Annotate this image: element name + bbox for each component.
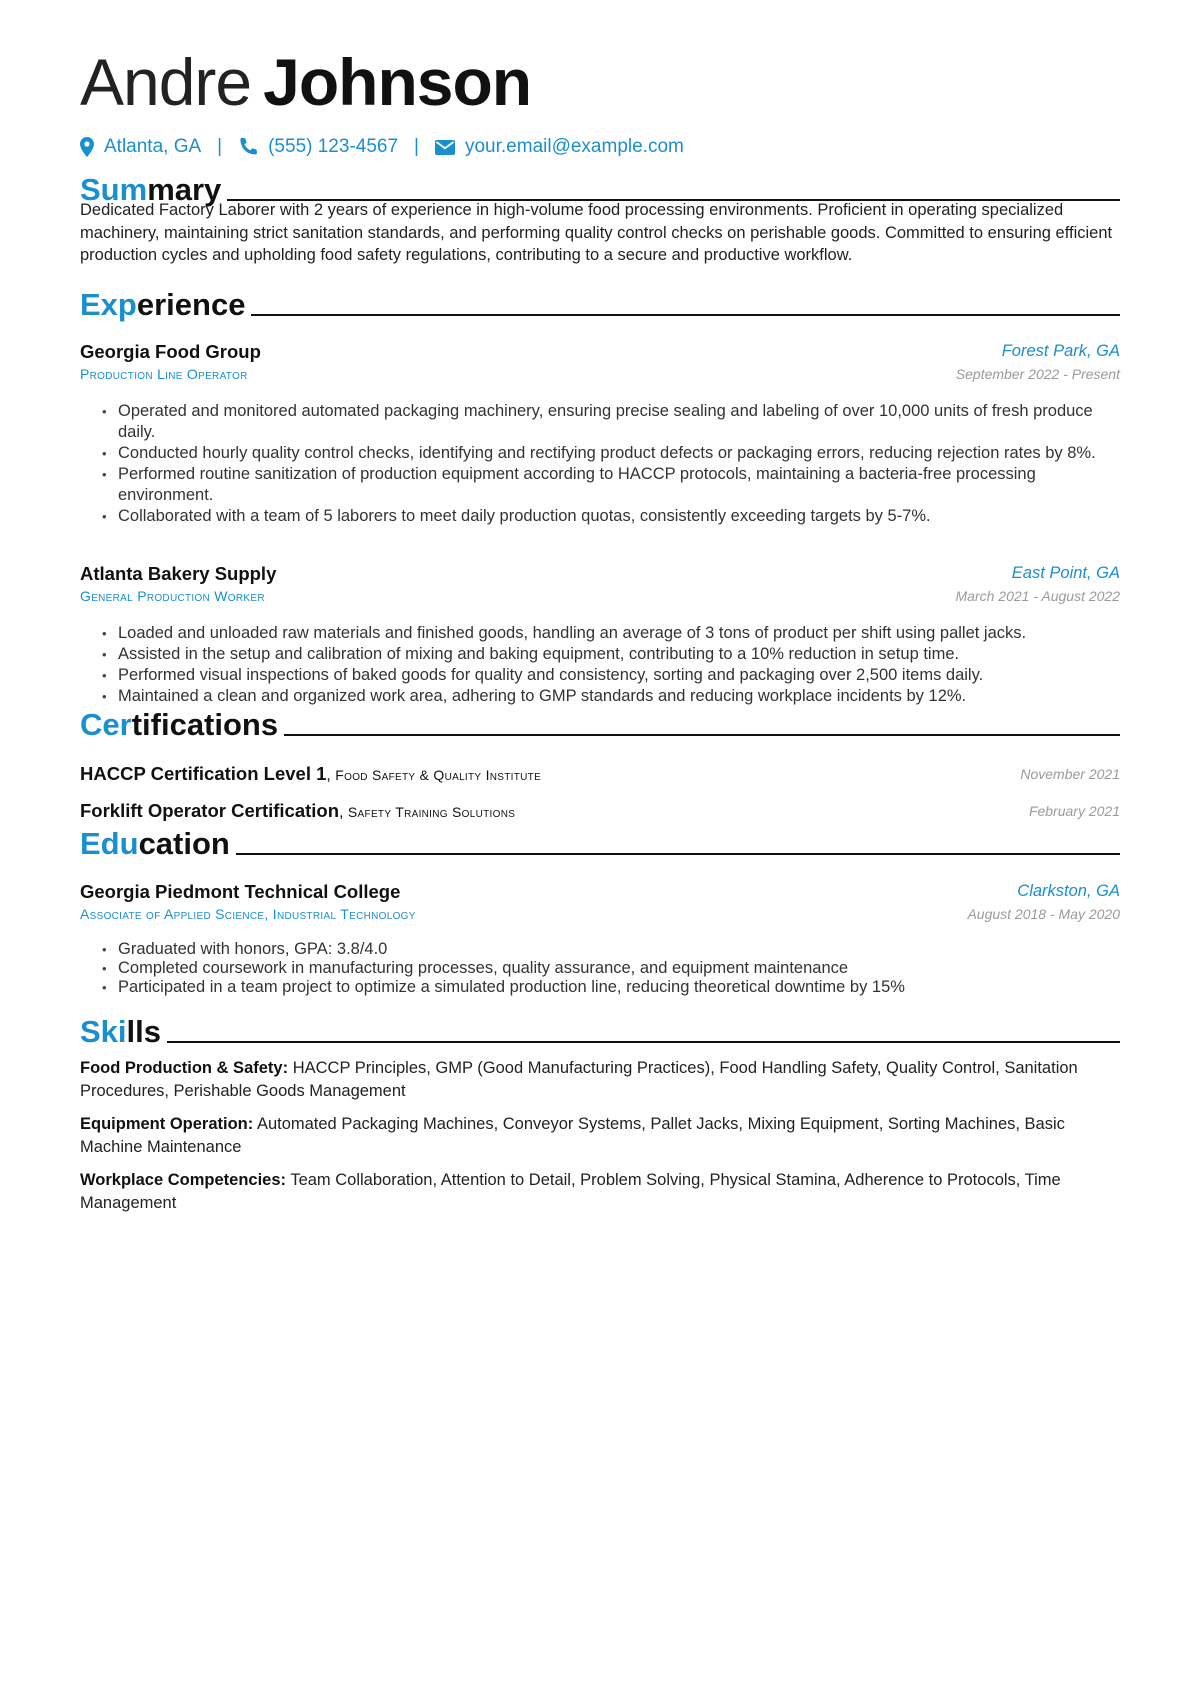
certification-name: Forklift Operator Certification: [80, 800, 340, 821]
job-dates: September 2022 - Present: [955, 366, 1120, 382]
location-text: Atlanta, GA: [104, 136, 202, 157]
job-location: Forest Park, GA: [1001, 342, 1120, 360]
skill-group-label: Food Production & Safety:: [80, 1059, 289, 1077]
skill-group-label: Equipment Operation:: [80, 1115, 254, 1133]
section-certifications-heading: Certifications: [80, 703, 1120, 743]
skill-group-items: Team Collaboration, Attention to Detail, Problem Solving, Physical Stamina, Adherence to Protocols, Time Management: [80, 1171, 1061, 1212]
list-item: • Participated in a team project to optimize a simulated production line, reducing theoretical downtime by 15%: [80, 978, 1120, 997]
summary-text: Dedicated Factory Laborer with 2 years of experience in high-volume food processing environments. Proficient in operating specialized machinery, maintaining strict sanitation standards, and performing quality control checks on perishable goods. Committed to ensuring efficient production cycles and upholding food safety regulations, contributing to a secure and productive workflow.: [80, 201, 1113, 264]
certification-date: February 2021: [1028, 803, 1120, 819]
education-bullets: [80, 940, 1120, 997]
contact-phone[interactable]: [238, 136, 398, 158]
list-item: • Conducted hourly quality control checks, identifying and rectifying product defects or packaging errors, reducing rejection rates by 8%.: [80, 443, 1120, 464]
contact-email[interactable]: [435, 136, 684, 158]
job-bullets: [80, 401, 1120, 527]
section-experience-heading: Experience: [80, 283, 1120, 323]
candidate-name: [80, 42, 531, 122]
contact-separator: |: [217, 136, 223, 157]
certification-item: Forklift Operator Certification, Safety Training Solutions: [80, 800, 516, 821]
section-divider: [251, 314, 1120, 316]
skill-group: [80, 1057, 1120, 1102]
section-education-heading: Education: [80, 822, 1120, 862]
list-item: • Collaborated with a team of 5 laborers to meet daily production quotas, consistently exceeding targets by 5-7%.: [80, 506, 1120, 527]
phone-icon: [238, 137, 258, 157]
job-role: Production Line Operator: [80, 366, 248, 382]
contact-separator: |: [414, 136, 419, 157]
education-degree: Associate of Applied Science, Industrial Technology: [80, 906, 416, 922]
job-dates: March 2021 - August 2022: [955, 588, 1120, 604]
certification-item: HACCP Certification Level 1, Food Safety & Quality Institute: [80, 763, 542, 784]
job-location: East Point, GA: [1011, 564, 1120, 582]
list-item: • Maintained a clean and organized work area, adhering to GMP standards and reducing workplace incidents by 12%.: [80, 686, 1120, 707]
list-item: • Operated and monitored automated packaging machinery, ensuring precise sealing and labeling of over 10,000 units of fresh produce daily.: [80, 401, 1120, 443]
education-school: Georgia Piedmont Technical College: [80, 881, 401, 902]
list-item: • Assisted in the setup and calibration of mixing and baking equipment, contributing to a 10% reduction in setup time.: [80, 644, 1120, 665]
skill-group: [80, 1169, 1120, 1214]
section-skills-heading: Skills: [80, 1010, 1120, 1050]
contact-info: [80, 132, 684, 162]
list-item: • Performed routine sanitization of production equipment according to HACCP protocols, maintaining a bacteria-free processing environment.: [80, 464, 1120, 506]
map-pin-icon: [80, 137, 94, 157]
phone-text: (555) 123-4567: [268, 136, 399, 157]
job-company: Atlanta Bakery Supply: [80, 563, 277, 584]
last-name: Johnson: [263, 45, 532, 119]
envelope-icon: [435, 140, 455, 155]
job-company: Georgia Food Group: [80, 341, 261, 362]
list-item: • Loaded and unloaded raw materials and finished goods, handling an average of 3 tons of product per shift using pallet jacks.: [80, 623, 1120, 644]
certification-issuer: Food Safety & Quality Institute: [335, 767, 542, 783]
list-item: • Performed visual inspections of baked goods for quality and consistency, sorting and packaging over 2,500 items daily.: [80, 665, 1120, 686]
education-dates: August 2018 - May 2020: [967, 906, 1120, 922]
certification-name: HACCP Certification Level 1: [80, 763, 327, 784]
skill-group-label: Workplace Competencies:: [80, 1171, 287, 1189]
section-divider: [284, 734, 1120, 736]
certification-issuer: Safety Training Solutions: [347, 804, 516, 820]
job-role: General Production Worker: [80, 588, 265, 604]
list-item: • Completed coursework in manufacturing processes, quality assurance, and equipment maintenance: [80, 959, 1120, 978]
contact-location: [80, 136, 201, 158]
job-bullets: [80, 623, 1120, 707]
section-divider: [167, 1041, 1120, 1043]
skill-group-items: HACCP Principles, GMP (Good Manufacturing Practices), Food Handling Safety, Quality Control, Sanitation Procedures, Perishable Goods Management: [80, 1059, 1078, 1100]
skill-group-items: Automated Packaging Machines, Conveyor Systems, Pallet Jacks, Mixing Equipment, Sorting Machines, Basic Machine Maintenance: [80, 1115, 1065, 1156]
skill-group: [80, 1113, 1120, 1158]
list-item: • Graduated with honors, GPA: 3.8/4.0: [80, 940, 1120, 959]
education-location: Clarkston, GA: [1017, 882, 1120, 900]
certification-date: November 2021: [1020, 766, 1120, 782]
section-divider: [236, 853, 1120, 855]
section-summary-heading: Summary: [80, 168, 1120, 208]
email-link: your.email@example.com: [464, 136, 684, 157]
first-name: Andre: [80, 45, 252, 119]
